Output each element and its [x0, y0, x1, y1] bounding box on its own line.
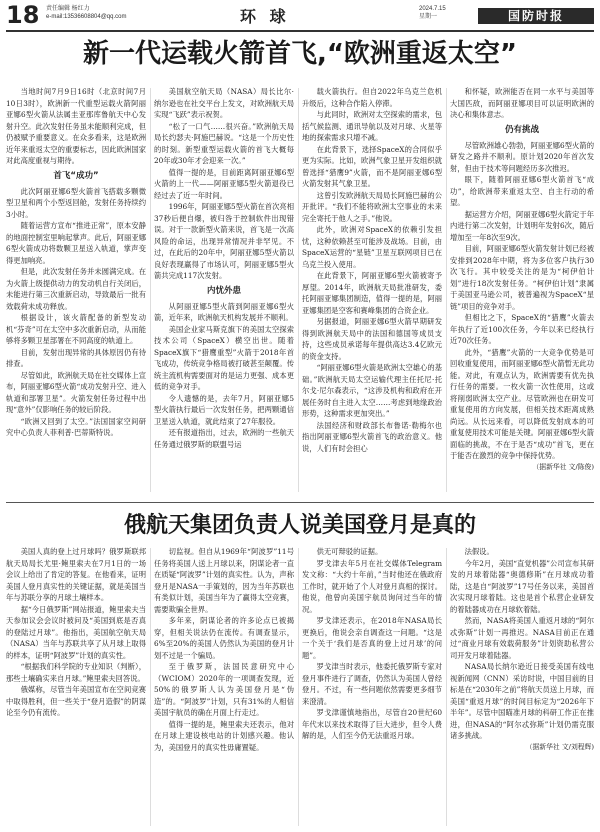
- paragraph: 但相比之下，SpaceX的“猎鹰”火箭去年执行了近100次任务，今年以来已经执行近70次任务。: [450, 313, 594, 345]
- paragraph: 美国企业家马斯克旗下的美国太空探索技术公司（SpaceX）横空出世。随着SpaceX旗下“猎鹰重型”火箭于2018年首飞成功，传统竞争格局被打破甚至颠覆。传统主流机构需要面对的是运力更强、成本更低的竞争对手。: [154, 324, 294, 391]
- article2-column-4: [450, 546, 594, 828]
- paragraph: 但是，此次发射任务并未圆满完成。在为火箭上级提供动力的发动机自行关闭后，未能进行第三次重新启动，导致最后一批有效载荷未成功释放。: [6, 267, 146, 311]
- paragraph: 在此背景下，阿丽亚娜6型火箭被寄予厚望。2014年，欧洲航天局批准研发，委托阿丽亚娜集团制造，值得一提的是，阿丽亚娜集团是空客和赛峰集团的合资企业。: [302, 271, 442, 315]
- paragraph: 载火箭执行。但自2022年乌克兰危机升级后，这种合作陷入停滞。: [302, 87, 442, 108]
- column-divider: [446, 548, 447, 826]
- paragraph: 罗戈津去年5月在社交媒体Telegram发文称：“大约十年前，”当时他还在俄政府工作时，就开始了个人对登月真相的探讨。他说，他曾向美国宇航员询问过当年的情况。: [302, 558, 442, 614]
- header-divider: [6, 30, 594, 32]
- paragraph: 还有报道指出，过去，欧洲的一些航天任务通过俄罗斯的联盟号运: [154, 428, 294, 449]
- paragraph: 与此同时，欧洲对太空探索的需求，包括气候监测、通讯导航以及对月球、火星等地的探索需求只增不减。: [302, 110, 442, 142]
- paragraph: “根据我们科学院的专业知识（判断），那些土壤确实来自月球。”鲍里索夫回答说。: [6, 662, 146, 683]
- paragraph: 俄媒称，尽管当年美国宣布在空间竞赛中取得胜利，但一些关于“登月造假”的阴谋论至今仍有流传。: [6, 685, 146, 717]
- paragraph: 此次阿丽亚娜6型火箭首飞搭载多颗微型卫星和两个小型返回舱，发射任务持续约3小时。: [6, 186, 146, 219]
- paragraph: 据“今日俄罗斯”网站报道，鲍里索夫当天参加议会会议时被问及“美国到底是否真的登陆过月球”。他指出，美国航空航天局（NASA）当年与苏联共享了从月球上取得的样本，证明“阿波罗”计划的真实性。: [6, 604, 146, 660]
- paragraph: “阿丽亚娜6型火箭是欧洲太空雄心的基础。”欧洲航天局太空运输代理主任托尼·托尔戈·尼尔森表示，“这涉及机构和政府在开展任务时自主进入太空……考虑到地缘政治形势，这种需求更加突出。”: [302, 363, 442, 418]
- article1-column-3: [302, 86, 442, 496]
- subheading: 内忧外患: [206, 285, 241, 296]
- paragraph: 切监视。但自从1969年“阿波罗”11号任务将美国人送上月球以来，阴谋论者一直在质疑“阿波罗”计划的真实性。认为，声称登月是NASA一手策划的，因为当年苏联也有类似计划，美国当年为了赢得太空竞赛，需要欺骗全世界。: [154, 547, 294, 614]
- article1-column-2: [154, 86, 294, 496]
- date-text: 2024.7.15: [419, 6, 446, 12]
- paragraph: 另据报道，阿丽亚娜6型火箭早期研发得到欧洲航天局中的法国和德国等成员支持，这些成员承诺每年提供高达3.4亿欧元的资金支持。: [302, 317, 442, 361]
- article2-column-1: [6, 546, 146, 828]
- column-divider: [298, 548, 299, 826]
- page-number: 18: [6, 1, 40, 29]
- paragraph: “欧洲又回到了太空。”法国国家空间研究中心负责人菲利普·巴蒂斯特说。: [6, 416, 146, 437]
- paragraph: 至于俄罗斯，法国民意研究中心（WCIOM）2020年的一项调查发现，近50%的俄罗斯人认为美国登月是“伪造”的。“阿波罗”计划，只有31%的人相信美国宇航员的确在月面上行走过。: [154, 662, 294, 717]
- subheading: 首飞“成功”: [53, 170, 99, 181]
- page-header: [0, 0, 600, 30]
- article-divider: [6, 502, 594, 503]
- paragraph: 此外，“猎鹰”火箭的一大竞争优势是可回收重复使用，而阿丽亚娜6型火箭暂无此功能。对此，有观点认为，欧洲需要有优先执行任务的需要。一枚火箭一次性使用，这或将削弱欧洲太空产业。尽管欧洲也在研发可重复使用的方向发展，但相关技术距离成熟尚远。从长远来看，可以降低发射成本的可重复使用技术可能是关键。阿丽亚娜6型火箭面临的挑战，不在于是否“成功”首飞，更在于能否在激烈的竞争中保持优势。: [450, 347, 594, 460]
- article1-column-4: [450, 86, 594, 496]
- paragraph: 在此背景下，选择SpaceX的合同似乎更为实际。比如，欧洲气象卫星开发组织就曾选择“猎鹰9”火箭，而不是阿丽亚娜6型火箭发射其气象卫星。: [302, 144, 442, 188]
- subheading: 仍有挑战: [504, 124, 539, 135]
- paragraph: 法假设。: [464, 547, 494, 556]
- article2-column-2: [154, 546, 294, 828]
- paragraph: 供无可辩驳的证据。: [316, 547, 383, 556]
- paragraph: 这曾引发欧洲航天局局长阿施巴赫的公开批评。“我们不能将欧洲太空事业的未来完全寄托于他人之手。”他说。: [302, 190, 442, 223]
- column-divider: [150, 548, 151, 826]
- paragraph: 根据设计，该火箭配备的新型发动机“芬奇”可在太空中多次重新启动，从而能够将多颗卫星部署在不同高度的轨道上。: [6, 313, 146, 345]
- article1-byline: （据新华社 文/陈俊): [532, 462, 594, 471]
- article2-byline: （据新华社 文/刘程辉): [525, 742, 594, 751]
- section-title: 环 球: [240, 7, 290, 26]
- paragraph: 从阿丽亚娜5型火箭到阿丽亚娜6型火箭，近年来，欧洲航天机构发展并不顺利。: [154, 301, 294, 322]
- paragraph: 眼下，随着阿丽亚娜6型火箭首飞“成功”，给欧洲带来重返太空、自主行动的希望。: [450, 175, 594, 207]
- paragraph: 法国经济和财政部长布鲁诺·勒梅尔也指出阿丽亚娜6型火箭首飞的政治意义。他说，人们有时会担心: [302, 420, 442, 453]
- paragraph: 值得一提的是，目前距离阿丽亚娜6型火箭的上一代——阿丽亚娜5型火箭退役已经过去了近一年时间。: [154, 167, 294, 200]
- paragraph: 随着运营方宣布“推进正常”，原本安静的地面控制室里响起掌声。此后，阿丽亚娜6型火箭成功将数颗卫星送入轨道，掌声变得更加响亮。: [6, 221, 146, 265]
- paragraph: 当地时间7月9日16时（北京时间7月10日3时），欧洲新一代重型运载火箭阿丽亚娜6型火箭从法属圭亚那库鲁航天中心发射升空。此次发射任务虽未能顺利完成，但仍被赋予重要意义。在众多看来，这是欧洲近年来重返太空的重要标志，因此欧洲国家对此高度重视与期待。: [6, 87, 146, 165]
- editor-name: 责任编辑 杨红力: [46, 6, 90, 12]
- newspaper-logo: 国防时报: [478, 8, 594, 24]
- paragraph: 和怀疑，欧洲能否在同一水平与美国等大国匹敌，而阿丽亚娜项目可以证明欧洲的决心和集体意志。: [450, 87, 594, 119]
- paragraph: 值得一提的是，鲍里索夫还表示，他对在月球上建设核电站的计划感兴趣。他认为，美国登月的真实性毋庸置疑。: [154, 719, 294, 752]
- paragraph: 尽管如此，欧洲航天局在社交媒体上宣布，阿丽亚娜6型火箭“成功发射升空、进入轨道和部署卫星”。火箭发射任务过程中出现“意外”仅影响任务的较后阶段。: [6, 370, 146, 414]
- paragraph: 然而，NASA将美国人重返月球的“阿尔忒弥斯”计划一再推迟。NASA目前正在通过“商业月球有效载荷服务”计划资助私营公司开发月球着陆器。: [450, 616, 594, 660]
- paragraph: 多年来，阴谋论者的许多论点已被揭穿，但相关说法仍在流传。有调查显示，6%至20%的美国人仍然认为美国的登月计划不过是一个骗局。: [154, 616, 294, 660]
- paragraph: 此外，欧洲对SpaceX的依赖引发担忧，这种依赖甚至可能涉及战场。目前，由SpaceX运营的“星链”卫星互联网项目已在乌克兰投入使用。: [302, 225, 442, 269]
- paragraph: 目前，阿丽亚娜6型火箭发射计划已经被安排到2028年中期，将为多位客户执行30次飞行。其中较受关注的是为“柯伊伯计划”进行18次发射任务。“柯伊伯计划”隶属于美国亚马逊公司，被普遍视为SpaceX“星链”项目的竞争对手。: [450, 244, 594, 311]
- article1-headline: 新一代运载火箭首飞,“欧洲重返太空”: [82, 39, 518, 69]
- article2-headline: 俄航天集团负责人说美国登月是真的: [123, 513, 476, 538]
- article2-column-3: [302, 546, 442, 828]
- paragraph: 目前，发射出现异常的具体原因仍有待排查。: [6, 347, 146, 368]
- paragraph: NASA局长纳尔逊近日接受美国有线电视新闻网（CNN）采访时说，中国目前的目标是在“2030年之前”将航天员送上月球，而美国“重返月球”的时间目标定为“2026年下半年”。尽管中国瞄准月球的科研工作正在推进，但NASA的“阿尔忒弥斯”计划仍需克服诸多挑战。: [450, 662, 594, 740]
- paragraph: 罗戈津谨慎地指出，尽管自20世纪60年代末以来技术取得了巨大进步，但令人费解的是，人们至今仍无法重返月球。: [302, 708, 442, 740]
- paragraph: 尽管欧洲雄心勃勃，阿丽亚娜6型火箭的研发之路并不顺利。原计划2020年首次发射，但由于技术等问题经历多次推迟。: [450, 140, 594, 173]
- editor-info: [46, 5, 126, 21]
- weekday-text: 星期一: [419, 14, 438, 20]
- paragraph: 令人遗憾的是，去年7月，阿丽亚娜5型火箭执行最后一次发射任务，把两颗通信卫星送入轨道，就此结束了27年服役。: [154, 393, 294, 426]
- paragraph: 今年2月，美国“直觉机器”公司宣布其研发的月球着陆器“奥德修斯”在月球成功着陆，这是自“阿波罗”17号任务以来，美国首次实现月球着陆。这也是首个私营企业研发的着陆器成功在月球软着陆。: [450, 558, 594, 614]
- column-divider: [298, 88, 299, 492]
- paragraph: 美国人真的登上过月球吗？俄罗斯联邦航天局局长尤里·鲍里索夫在7月1日的一场会议上给出了肯定的答复。在他看来，证明美国人登月真实性的关键证据，就是美国当年与苏联分享的月球土壤样本。: [6, 547, 146, 602]
- issue-date: [419, 5, 446, 21]
- paragraph: 罗戈津当时表示，他委托俄罗斯专家对登月事件进行了调查，仍然认为美国人曾经登月。不过，有一些问题依然需要更多细节来澄清。: [302, 662, 442, 706]
- paragraph: 据运营方介绍，阿丽亚娜6型火箭定于年内进行第二次发射，计划明年发射6次，随后增加至一年8次至9次。: [450, 209, 594, 242]
- paragraph: 美国航空航天局（NASA）局长比尔·纳尔逊也在社交平台上发文，对欧洲航天局实现“飞跃”表示祝贺。: [154, 87, 294, 119]
- article1-column-1: [6, 86, 146, 496]
- paragraph: “松了一口气……很兴奋。”欧洲航天局局长约瑟夫·阿施巴赫说。“这是一个历史性的时刻。新型重型运载火箭的首飞大概每20年或30年才会迎来一次。”: [154, 121, 294, 165]
- paragraph: 罗戈津还表示，在2018年NASA局长更换后，他说会亲自调查这一问题。“这是一个关于‘我们是否真的登上过月球’的问题”。: [302, 616, 442, 660]
- editor-email: e-mail:13536608804@qq.com: [46, 14, 127, 20]
- column-divider: [446, 88, 447, 492]
- column-divider: [150, 88, 151, 492]
- paragraph: 1996年，阿丽亚娜5型火箭在首次亮相37秒后便自爆，被归咎于控制软件出现错误。对于一款新型火箭来说，首飞是一次高风险的命运，出现异常情况并非罕见。不过，在此后的20年中，阿丽亚娜5型火箭以良好表现赢得了市场认可，阿丽亚娜5型火箭共完成117次发射。: [154, 202, 294, 280]
